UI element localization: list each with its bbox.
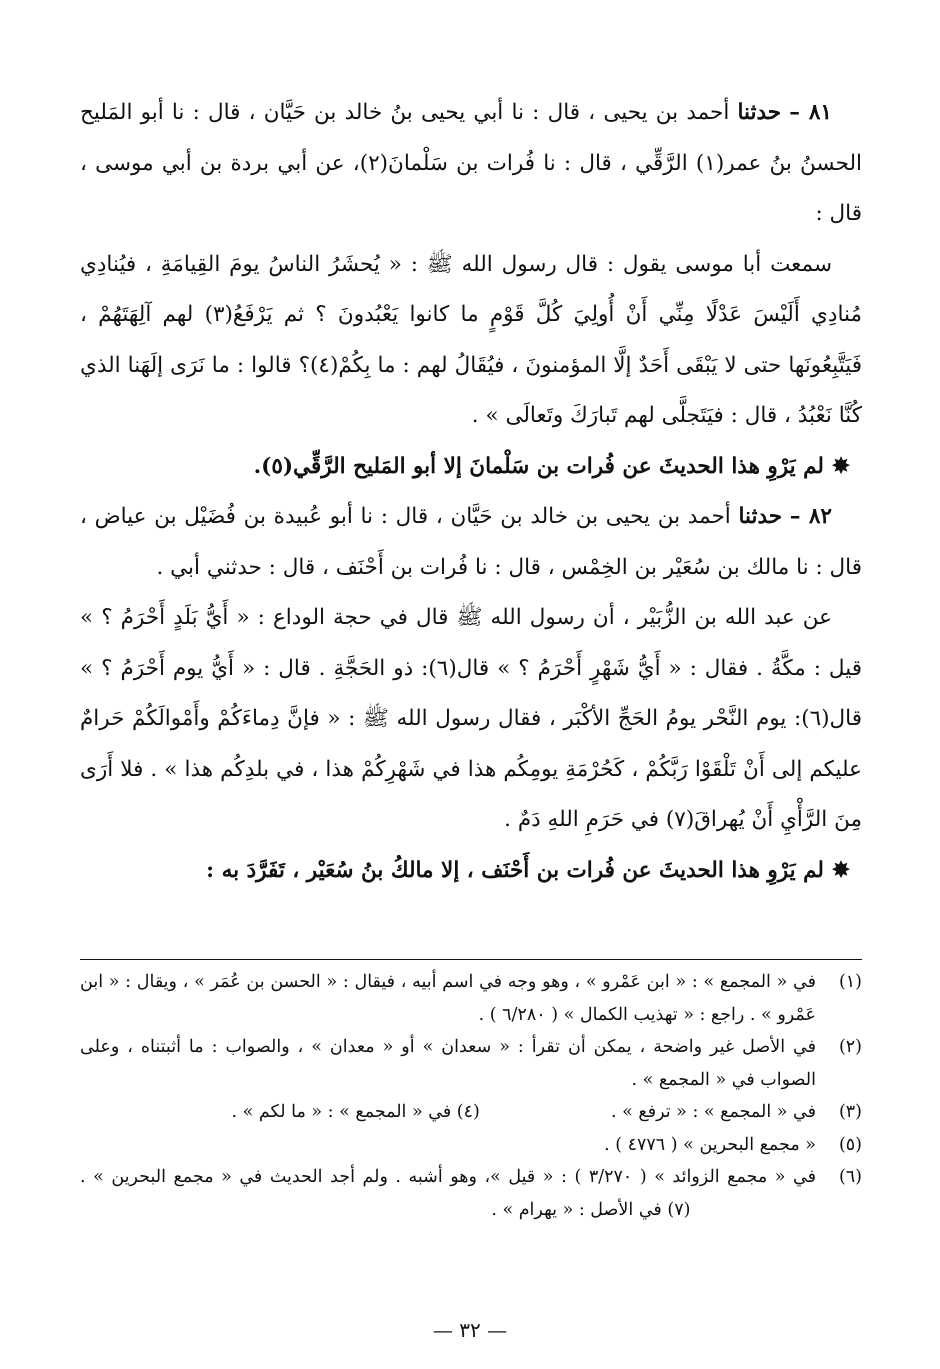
star-icon: ✸	[831, 453, 850, 479]
footnote-text: في الأصل : « يهرام » .	[491, 1199, 662, 1220]
footnote-text: في « مجمع الزوائد » ( ٣/٢٧٠ ) : « قيل »، وهو أشبه . ولم أجد الحديث في « مجمع البحرين » .	[80, 1167, 816, 1187]
footnote-text: في الأصل غير واضحة ، يمكن أن تقرأ : « سعدان » أو « معدان » ، والصواب : ما أثبتناه ، وعلى الصواب في « المجمع » .	[80, 1037, 816, 1090]
isnad-text: أحمد بن يحيى بن خالد بن حَيَّان ، قال : نا أبو عُبيدة بن فُضَيْل بن عياض ، قال : نا مالك بن سُعَيْر بن الخِمْس ، قال : نا فُرات بن أَحْنَف ، قال : حدثني أبي .	[80, 504, 862, 580]
footnote-number: (٢)	[838, 1037, 862, 1057]
isnad-text: أحمد بن يحيى ، قال : نا أبي يحيى بنُ خالد بن حَيَّان ، قال : نا أبو المَليح الحسنُ بنُ عمر(١) الرَّقِّي ، قال : نا فُرات بن سَلْمانَ(٢)، عن أبي بردة بن أبي موسى ، قال :	[80, 100, 863, 226]
hadith-82-note	[80, 846, 862, 897]
hadith-lead-word: حدثنا	[738, 504, 783, 529]
footnote-5	[80, 1129, 862, 1162]
hadith-81-note	[80, 442, 862, 493]
hadith-number: ٨١ –	[789, 100, 832, 125]
star-icon: ✸	[831, 857, 850, 883]
note-text: لم يَرْوِ هذا الحديثَ عن فُرات بن أَحْنَف ، إلا مالكُ بنُ سُعَيْر ، تَفَرَّدَ به :	[206, 857, 824, 883]
footnote-number: (٤)	[456, 1102, 480, 1122]
footnote-text-pair	[80, 1096, 816, 1129]
footnote-3-4	[80, 1096, 862, 1129]
footnote-divider	[80, 959, 862, 960]
hadith-82-isnad	[80, 492, 862, 593]
footnote-number: (١)	[838, 972, 862, 992]
hadith-81-matn: سمعت أبا موسى يقول : قال رسول الله ﷺ : « يُحشَرُ الناسُ يومَ القِيامَةِ ، فيُنادِي مُنادِي أَلَيْسَ عَدْلًا مِنِّي أَنْ أُولِيَ كُلَّ قَوْمٍ ما كانوا يَعْبُدونَ ؟ ثم يَرْفَعُ(٣) لهم آلِهَتَهُمْ ، فَيَتَّبِعُونَها حتى لا يَبْقَى أَحَدٌ إلَّا المؤمنونَ ، فيُقَالُ لهم : ما بِكُمْ(٤)؟ قالوا : ما نَرَى إلَهَنا الذي كُنَّا نَعْبُدُ ، قال : فيَتَجلَّى لهم تَبارَكَ وتَعالَى » .	[80, 251, 862, 428]
footnotes	[80, 966, 862, 1226]
main-text	[80, 88, 862, 896]
footnote-text: « مجمع البحرين » ( ٤٧٧٦ ) .	[604, 1134, 816, 1155]
footnote-text: في « المجمع » : « ابن عَمْرو » ، وهو وجه في اسم أبيه ، فيقال : « الحسن بن عُمَر » ، ويقال : « ابن عَمْرو » . راجع : « تهذيب الكمال » ( ٦/٢٨٠ ) .	[80, 972, 816, 1025]
footnote-text: في « المجمع » : « ترفع » .	[611, 1102, 816, 1122]
hadith-number: ٨٢ –	[789, 504, 832, 529]
footnote-6-7	[80, 1161, 862, 1226]
footnote-number: (٦)	[838, 1167, 862, 1187]
page-number: — ٣٢ —	[432, 1318, 508, 1342]
footnote-number: (٣)	[838, 1102, 862, 1122]
footnote-number: (٧)	[667, 1199, 691, 1220]
footnote-text: في « المجمع » : « ما لكم » .	[231, 1102, 452, 1122]
hadith-82-matn: عن عبد الله بن الزُّبَيْر ، أن رسول الله ﷺ قال في حجة الوداع : « أَيُّ بَلَدٍ أَحْرَمُ ؟ » قيل : مكَّةُ . فقال : « أَيُّ شَهْرٍ أَحْرَمُ ؟ » قال(٦): ذو الحَجَّةِ . قال : « أَيُّ يوم أَحْرَمُ ؟ » قال(٦): يوم النَّحْر يومُ الحَجِّ الأكْبَر ، فقال رسول الله ﷺ : « فإنَّ دِماءَكُمْ وأَمْوالَكُمْ حَرامٌ عليكم إلى أَنْ تَلْقَوْا رَبَّكُمْ ، كَحُرْمَةِ يومِكُم هذا في شَهْرِكُمْ هذا ، في بلدِكُم هذا » . فلا أَرَى مِنَ الرَّأْيِ أَنْ يُهراقَ(٧) في حَرَمِ اللهِ دَمٌ .	[80, 605, 862, 832]
footnote-1	[80, 966, 862, 1031]
note-text: لم يَرْوِ هذا الحديثَ عن فُرات بن سَلْمانَ إلا أبو المَليح الرَّقِّي(٥).	[253, 453, 824, 479]
footnote-2	[80, 1031, 862, 1096]
footnote-text-pair	[80, 1161, 816, 1226]
hadith-lead-word: حدثنا	[737, 100, 782, 125]
footnote-number: (٥)	[838, 1134, 862, 1155]
hadith-81-isnad	[80, 88, 862, 240]
